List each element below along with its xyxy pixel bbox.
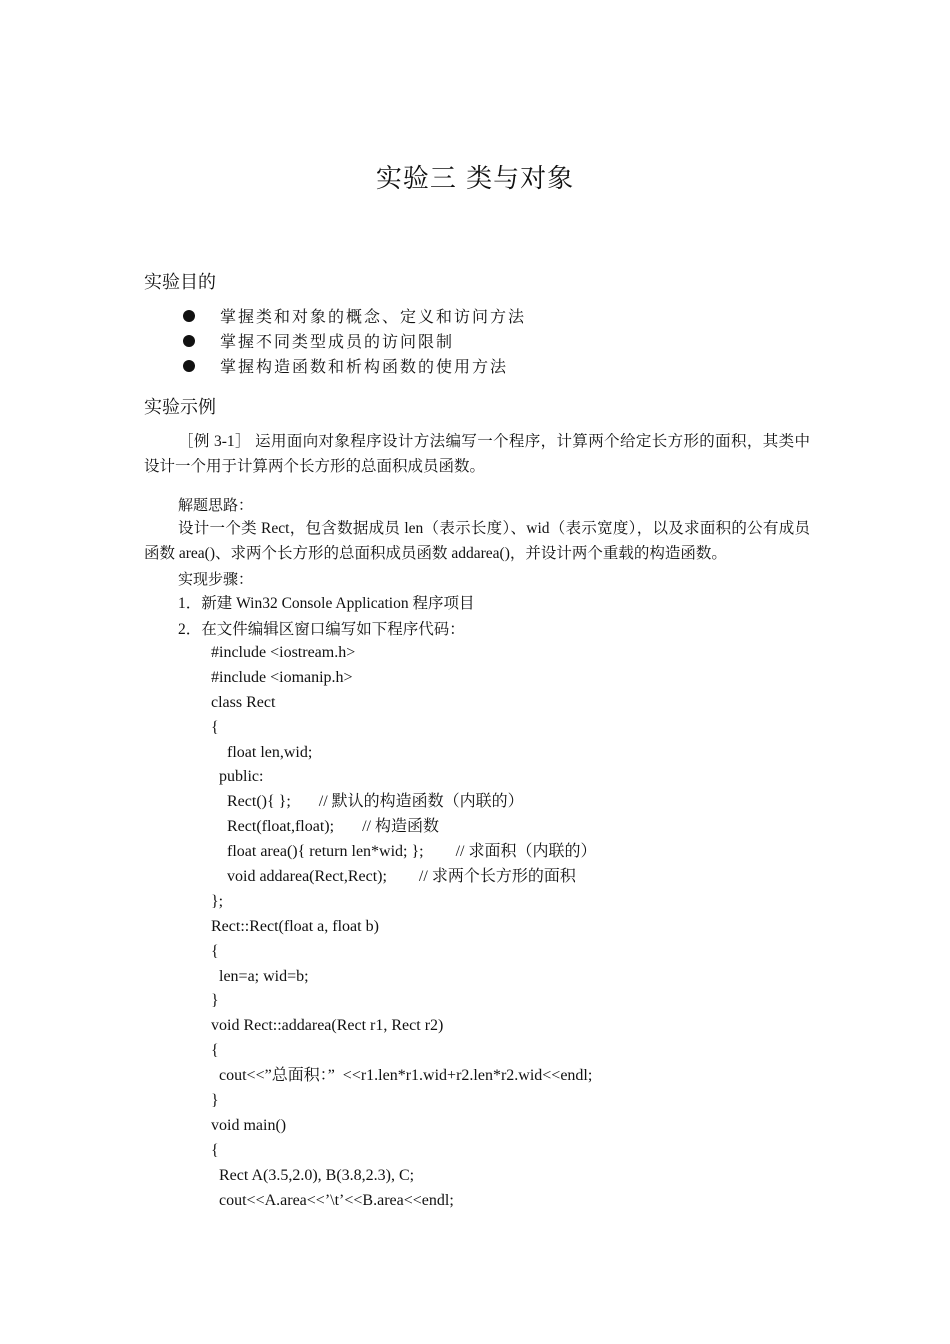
- code-line: }: [211, 1092, 219, 1110]
- code-line: };: [211, 892, 224, 910]
- code-line: {: [211, 1042, 219, 1060]
- code-line: float area(){ return len*wid; }; // 求面积（内联的）: [211, 843, 597, 861]
- list-item: 掌握构造函数和析构函数的使用方法: [180, 353, 526, 378]
- code-line: void addarea(Rect,Rect); // 求两个长方形的面积: [211, 868, 576, 886]
- code-line: {: [211, 1141, 219, 1159]
- code-line: Rect::Rect(float a, float b): [211, 917, 379, 935]
- idea-label: 解题思路：: [178, 496, 254, 514]
- code-line: {: [211, 942, 219, 960]
- page-title: 实验三 类与对象: [375, 164, 575, 194]
- code-line: cout<<A.area<<’\t’<<B.area<<endl;: [211, 1191, 454, 1209]
- code-line: }: [211, 992, 219, 1010]
- code-line: void Rect::addarea(Rect r1, Rect r2): [211, 1017, 444, 1035]
- step-2: 2．在文件编辑区窗口编写如下程序代码：: [178, 621, 465, 638]
- code-line: void main(): [211, 1116, 287, 1134]
- objectives-list: [180, 303, 526, 378]
- bullet-icon: [183, 360, 195, 372]
- example-paragraph: ［例 3-1］ 运用面向对象程序设计方法编写一个程序，计算两个给定长方形的面积，其类中设计一个用于计算两个长方形的总面积成员函数。: [144, 433, 810, 475]
- idea-paragraph: 设计一个类 Rect，包含数据成员 len（表示长度）、wid（表示宽度），以及求面积的公有成员函数 area()、求两个长方形的总面积成员函数 addarea()，并设计两个重载的构造函数。: [144, 520, 810, 562]
- list-item: 掌握不同类型成员的访问限制: [180, 328, 526, 353]
- code-line: cout<<”总面积：” <<r1.len*r1.wid+r2.len*r2.wid<<endl;: [211, 1067, 593, 1085]
- code-line: {: [211, 718, 219, 736]
- bullet-icon: [183, 335, 195, 347]
- code-line: #include <iomanip.h>: [211, 668, 353, 686]
- code-line: len=a; wid=b;: [211, 967, 309, 985]
- code-line: public:: [211, 768, 264, 786]
- code-line: Rect A(3.5,2.0), B(3.8,2.3), C;: [211, 1166, 415, 1184]
- code-line: Rect(float,float); // 构造函数: [211, 818, 439, 836]
- list-item: 掌握类和对象的概念、定义和访问方法: [180, 303, 526, 328]
- code-line: float len,wid;: [211, 743, 313, 761]
- code-line: #include <iostream.h>: [211, 644, 356, 661]
- code-line: Rect(){ }; // 默认的构造函数（内联的）: [211, 793, 524, 811]
- code-line: class Rect: [211, 693, 276, 711]
- bullet-icon: [183, 310, 195, 322]
- section-heading-objectives: 实验目的: [144, 272, 216, 293]
- section-heading-examples: 实验示例: [144, 397, 216, 418]
- step-1: 1．新建 Win32 Console Application 程序项目: [178, 595, 475, 612]
- steps-label: 实现步骤：: [178, 570, 254, 588]
- code-block: [211, 641, 597, 1213]
